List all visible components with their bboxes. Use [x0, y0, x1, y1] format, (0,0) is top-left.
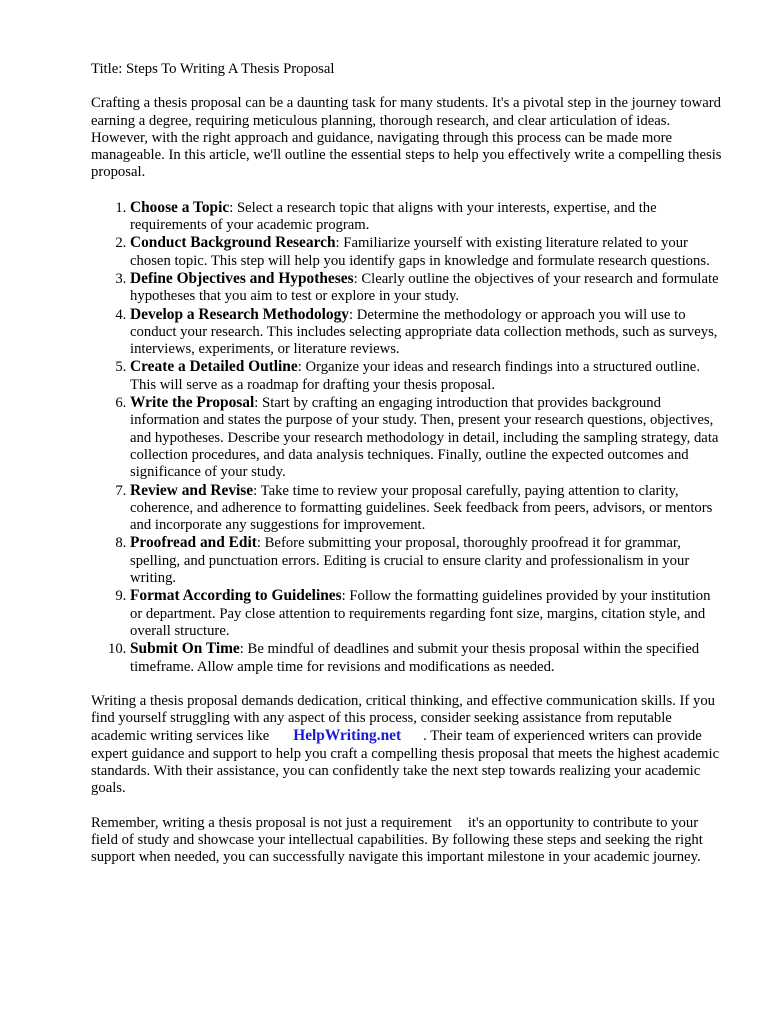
- step-term: Choose a Topic: [130, 198, 230, 216]
- step-separator: :: [253, 482, 258, 499]
- steps-list: [91, 199, 723, 676]
- step-item: [130, 358, 723, 394]
- step-separator: :: [349, 306, 354, 323]
- step-term: Create a Detailed Outline: [130, 358, 298, 376]
- document-page: [91, 61, 723, 883]
- step-separator: :: [229, 199, 234, 216]
- step-term: Review and Revise: [130, 481, 254, 499]
- step-term: Submit On Time: [130, 640, 240, 658]
- step-item: [130, 306, 723, 359]
- closing-text-after: it's an opportunity to contribute to your field of study and showcase your intellectual capabilities. By following these steps and seeking the right support when needed, you can successfully navigate this important milestone in your academic journey.: [91, 814, 703, 866]
- assistance-text-after: . Their team of experienced writers can provide expert guidance and support to help you craft a compelling thesis proposal that meets the highest academic standards. With their assistance, you can confidently take the next step towards realizing your academic goals.: [91, 728, 720, 797]
- closing-text-before: Remember, writing a thesis proposal is not just a requirement: [91, 814, 452, 831]
- step-separator: :: [239, 641, 244, 658]
- intro-paragraph: Crafting a thesis proposal can be a daunting task for many students. It's a pivotal step in the journey toward earning a degree, requiring meticulous planning, thorough research, and clear articulation of ideas. However, with the right approach and guidance, navigating through this process can be made more manageable. In this article, we'll outline the essential steps to help you effectively write a compelling thesis proposal.: [91, 95, 722, 181]
- step-item: [130, 270, 723, 306]
- step-item: [130, 534, 723, 587]
- step-text: Select a research topic that aligns with your interests, expertise, and the requirements of your academic program.: [130, 199, 657, 234]
- step-term: Write the Proposal: [130, 394, 255, 412]
- step-text: Be mindful of deadlines and submit your thesis proposal within the specified timeframe. Allow ample time for revisions and modifications as needed.: [130, 641, 700, 675]
- step-text: Clearly outline the objectives of your research and formulate hypotheses that you aim to test or explore in your study.: [130, 270, 719, 305]
- step-separator: :: [335, 235, 340, 252]
- step-item: [130, 640, 723, 676]
- step-item: [130, 199, 723, 235]
- step-separator: :: [353, 270, 358, 287]
- step-term: Develop a Research Methodology: [130, 305, 350, 323]
- step-item: [130, 234, 723, 270]
- step-text: Familiarize yourself with existing literature related to your chosen topic. This step will help you identify gaps in knowledge and formulate research questions.: [130, 235, 710, 269]
- step-separator: :: [297, 359, 302, 376]
- step-separator: :: [341, 588, 346, 605]
- step-text: Start by crafting an engaging introduction that provides background information and states the purpose of your study. Then, present your research questions, objectives, and hypotheses. Describe your research methodology in detail, including the sampling strategy, data collection procedures, and data analysis techniques. Finally, outline the expected outcomes and significance of your study.: [130, 395, 719, 481]
- step-text: Follow the formatting guidelines provided by your institution or department. Pay close attention to requirements regarding font size, margins, citation style, and overall structure.: [130, 588, 711, 639]
- assistance-paragraph: [91, 693, 723, 798]
- step-term: Conduct Background Research: [130, 234, 336, 252]
- step-text: Take time to review your proposal carefully, paying attention to clarity, coherence, and adherence to formatting guidelines. Seek feedback from peers, advisors, or mentors and incorporate any suggestions for improvement.: [130, 482, 713, 534]
- step-item: [130, 394, 723, 481]
- assistance-text-before: Writing a thesis proposal demands dedication, critical thinking, and effective communication skills. If you find yourself struggling with any aspect of this process, consider seeking assistance from reputable academic writing services like: [91, 692, 716, 745]
- step-text: Determine the methodology or approach you will use to conduct your research. This includes selecting appropriate data collection methods, such as surveys, interviews, experiments, or literature reviews.: [130, 306, 718, 358]
- helpwriting-link[interactable]: HelpWriting.net: [293, 727, 402, 745]
- step-term: Proofread and Edit: [130, 534, 257, 552]
- step-term: Format According to Guidelines: [130, 587, 342, 605]
- step-separator: :: [254, 395, 259, 412]
- step-item: [130, 482, 723, 535]
- step-item: [130, 587, 723, 640]
- step-text: Organize your ideas and research findings into a structured outline. This will serve as a roadmap for drafting your thesis proposal.: [130, 359, 701, 393]
- document-title: Title: Steps To Writing A Thesis Proposal: [91, 61, 335, 77]
- closing-paragraph: [91, 815, 723, 867]
- step-term: Define Objectives and Hypotheses: [130, 269, 354, 287]
- step-text: Before submitting your proposal, thoroughly proofread it for grammar, spelling, and punctuation errors. Editing is crucial to ensure clarity and professionalism in your writing.: [130, 535, 690, 587]
- step-separator: :: [256, 535, 261, 552]
